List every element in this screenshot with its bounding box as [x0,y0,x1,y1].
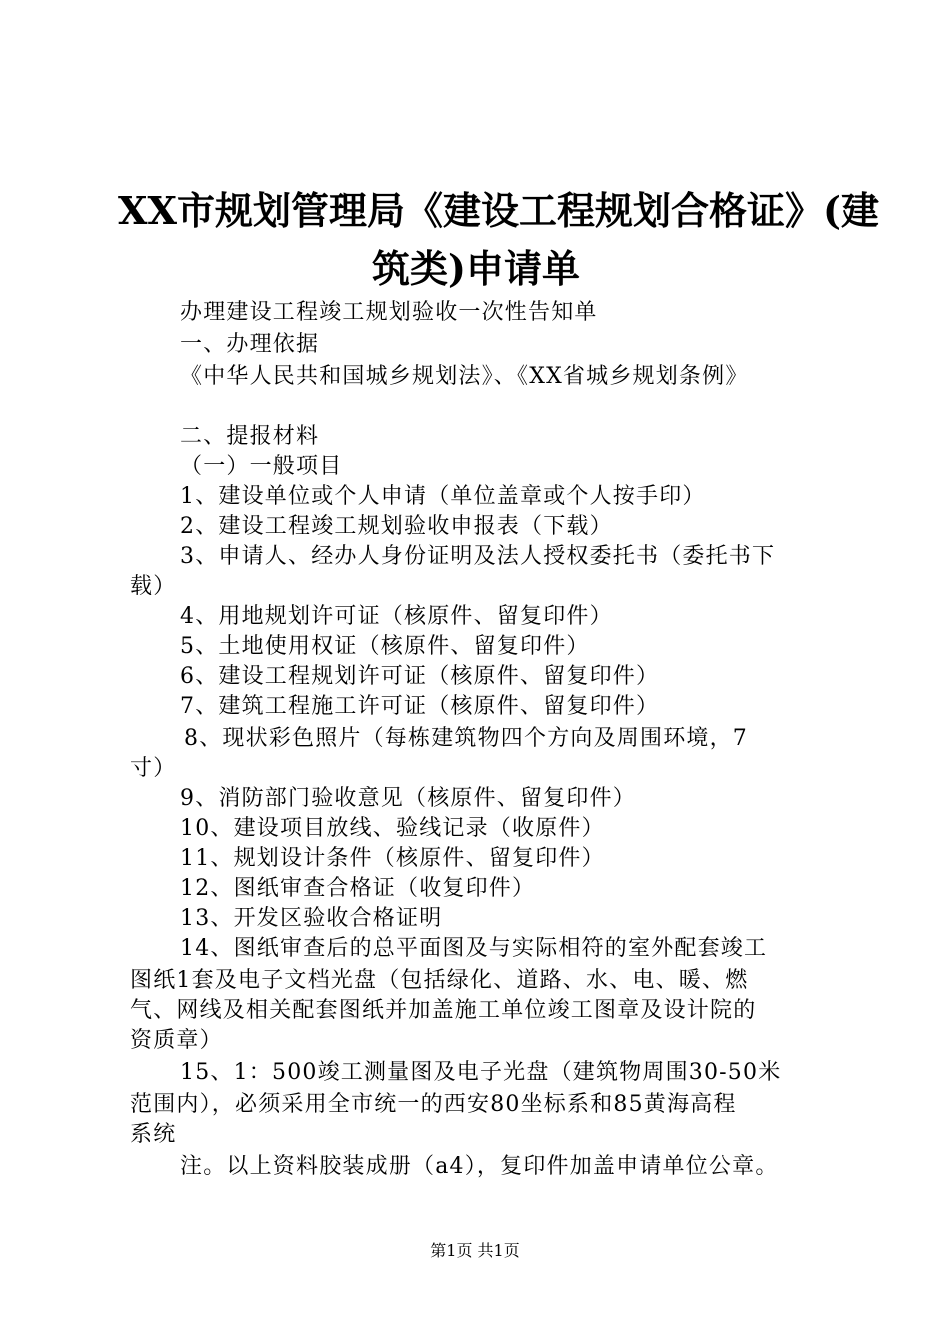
list-item: 12、图纸审查合格证（收复印件） [180,876,536,901]
basis-laws: 《中华人民共和国城乡规划法》、《XX省城乡规划条例》 [180,364,749,389]
list-item: 7、建筑工程施工许可证（核原件、留复印件） [180,694,660,719]
closing-note: 注。以上资料胶装成册（a4），复印件加盖申请单位公章。 [180,1154,779,1179]
section-heading-basis: 一、办理依据 [180,332,320,357]
list-item-continuation: 范围内），必须采用全市统一的西安80坐标系和85黄海高程 [130,1092,737,1117]
list-item-continuation: 系统 [130,1122,177,1147]
page-footer: 第1页 共1页 [430,1241,520,1260]
list-item: 9、消防部门验收意见（核原件、留复印件） [180,786,636,811]
list-item-continuation: 图纸1套及电子文档光盘（包括绿化、道路、水、电、暖、燃 [130,968,749,993]
list-item: 15、1：500竣工测量图及电子光盘（建筑物周围30-50米 [180,1060,782,1085]
list-item-continuation: 资质章） [130,1028,223,1053]
list-item: 13、开发区验收合格证明 [180,906,443,931]
list-item: 8、现状彩色照片（每栋建筑物四个方向及周围环境，7 [184,726,748,751]
list-item-continuation: 气、网线及相关配套图纸并加盖施工单位竣工图章及设计院的 [130,998,757,1023]
list-item-continuation: 寸） [130,756,177,781]
notice-heading: 办理建设工程竣工规划验收一次性告知单 [180,300,598,325]
list-item: 2、建设工程竣工规划验收申报表（下载） [180,514,613,539]
list-item: 1、建设单位或个人申请（单位盖章或个人按手印） [180,484,706,509]
section-heading-materials: 二、提报材料 [180,424,320,449]
document-title-line-1: XX市规划管理局《建设工程规划合格证》(建 [118,188,879,233]
list-item: 11、规划设计条件（核原件、留复印件） [180,846,605,871]
list-item-continuation: 载） [130,574,177,599]
list-item: 5、土地使用权证（核原件、留复印件） [180,634,590,659]
list-item: 3、申请人、经办人身份证明及法人授权委托书（委托书下 [180,544,776,569]
document-title-line-2: 筑类)申请单 [372,246,580,291]
subsection-general-items: （一）一般项目 [180,454,343,479]
list-item: 6、建设工程规划许可证（核原件、留复印件） [180,664,660,689]
list-item: 14、图纸审查后的总平面图及与实际相符的室外配套竣工 [180,936,768,961]
list-item: 10、建设项目放线、验线记录（收原件） [180,816,605,841]
list-item: 4、用地规划许可证（核原件、留复印件） [180,604,613,629]
